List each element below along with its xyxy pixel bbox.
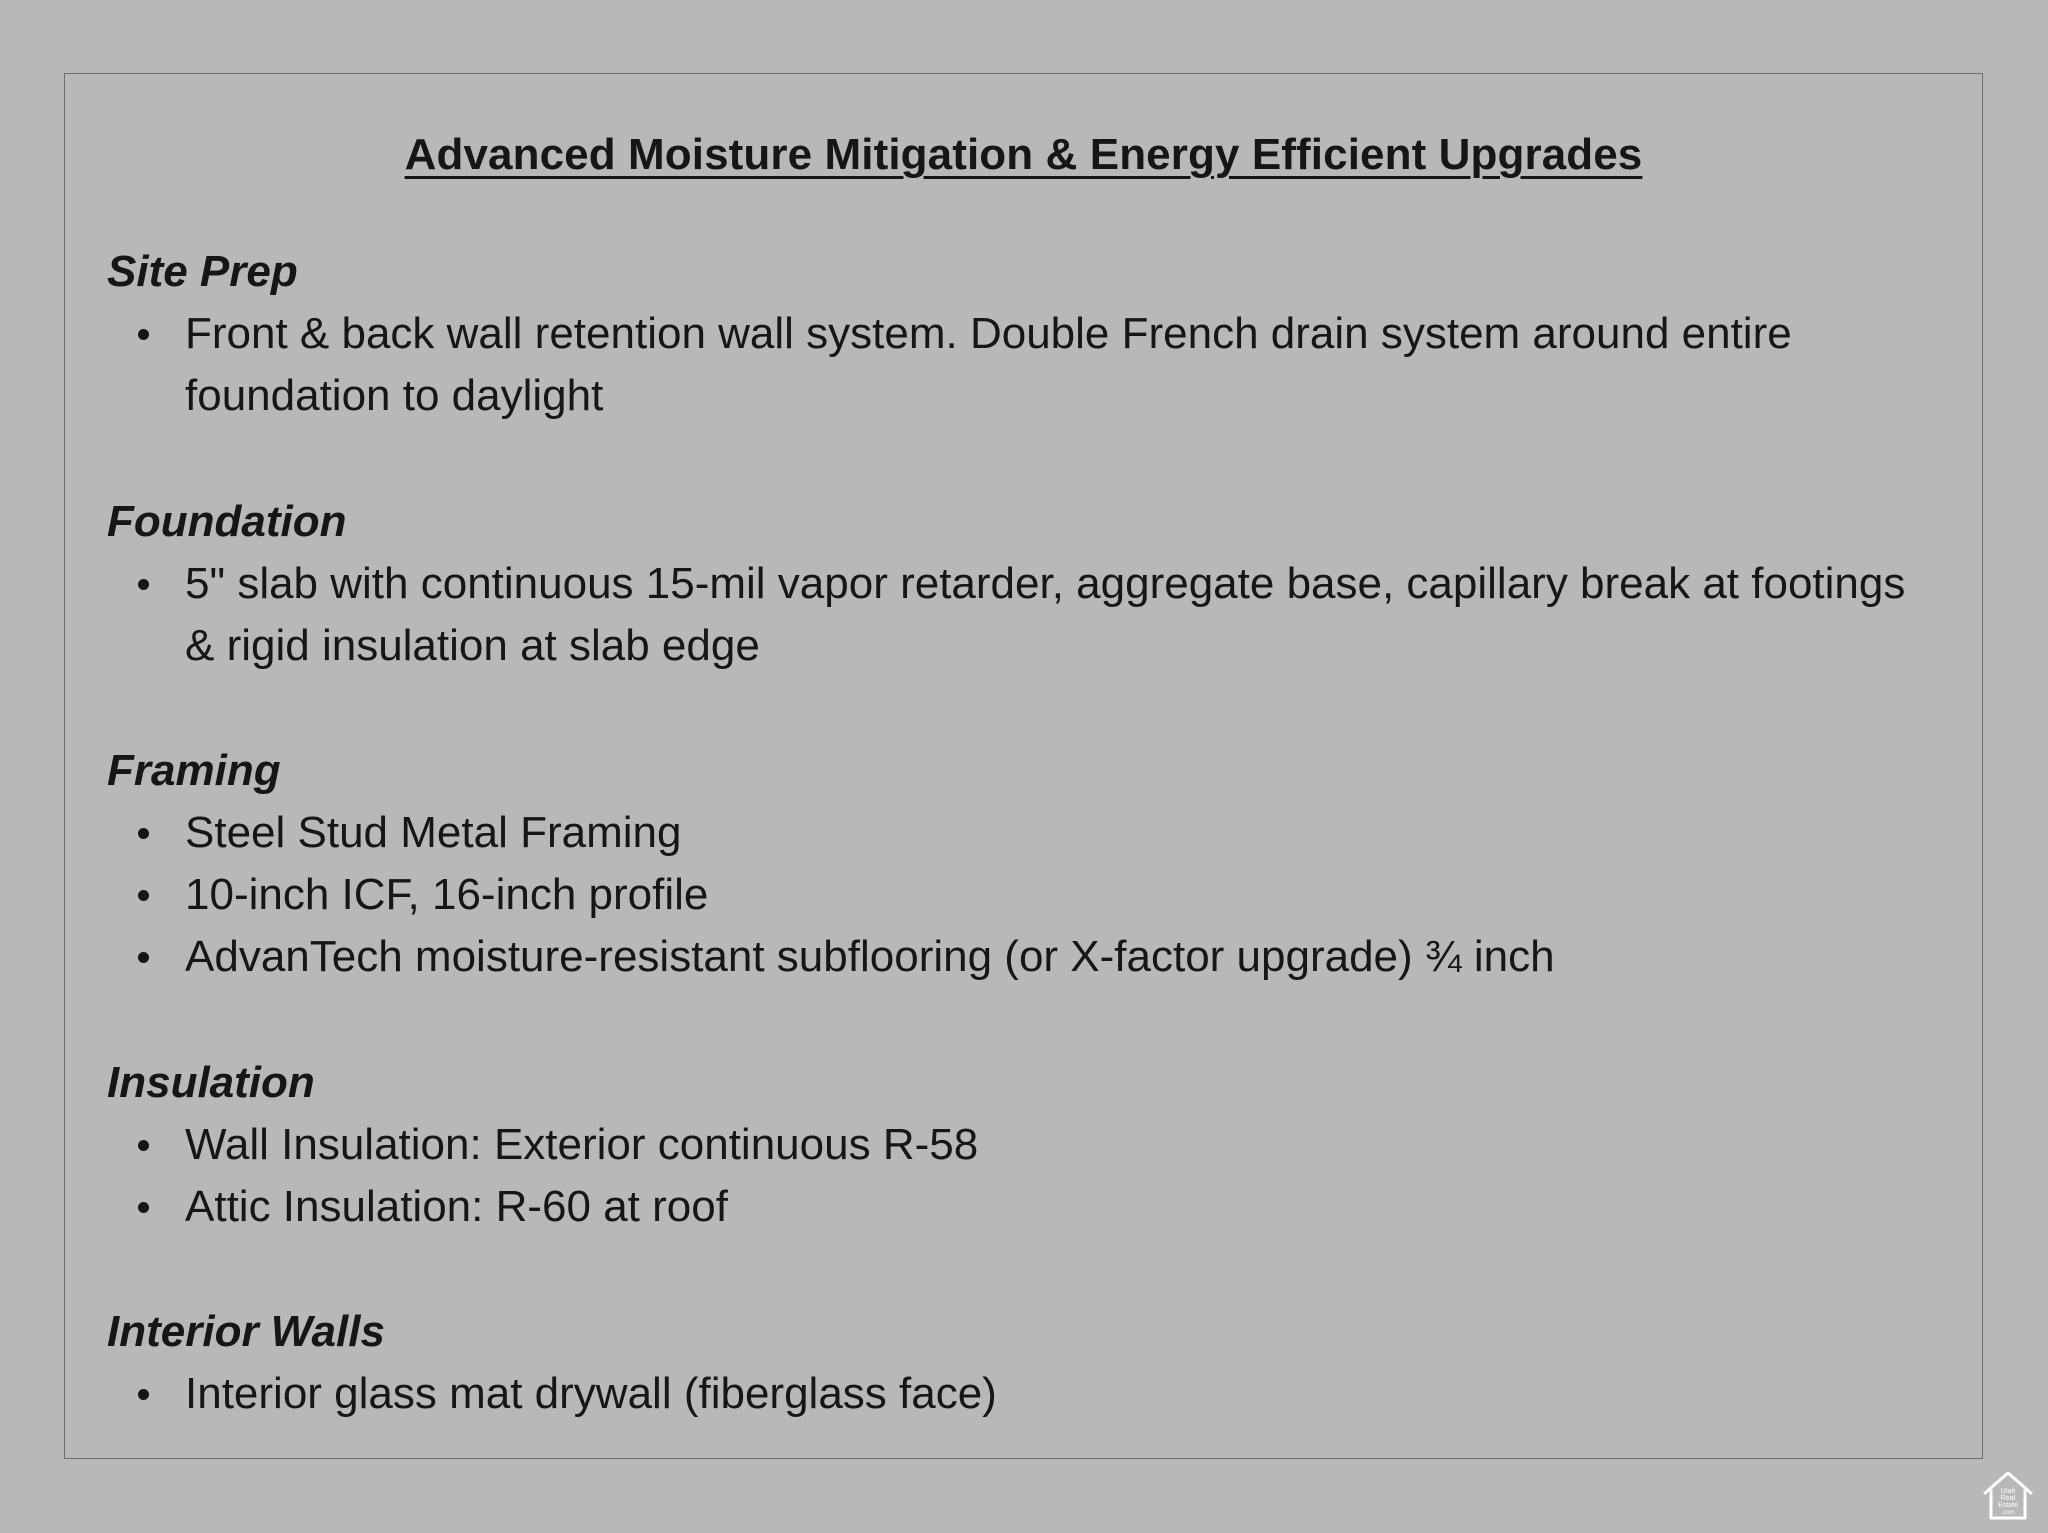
section-insulation <box>107 1052 1922 1238</box>
list-item <box>107 303 1922 427</box>
list-item <box>107 1363 1922 1425</box>
svg-text:Utah: Utah <box>2000 1488 2016 1495</box>
document-card <box>64 73 1983 1459</box>
list-item <box>107 1114 1922 1176</box>
list-item-text: Steel Stud Metal Framing <box>185 808 682 857</box>
section-heading: Framing <box>107 746 281 795</box>
section-framing <box>107 740 1922 988</box>
list-item-text: 5" slab with continuous 15-mil vapor retarder, aggregate base, capillary break at footings & rigid insulation at slab edge <box>185 559 1906 670</box>
list-item-text: AdvanTech moisture-resistant subflooring (or X-factor upgrade) ¾ inch <box>185 932 1555 981</box>
section-heading: Site Prep <box>107 247 298 296</box>
bullet-icon <box>138 1140 149 1151</box>
bullet-icon <box>138 952 149 963</box>
bullet-list <box>107 1114 1922 1238</box>
list-item-text: Front & back wall retention wall system. Double French drain system around entire foundation to daylight <box>185 309 1792 420</box>
bullet-icon <box>138 329 149 340</box>
list-item <box>107 802 1922 864</box>
bullet-list <box>107 1363 1922 1425</box>
list-item-text: Interior glass mat drywall (fiberglass face) <box>185 1369 997 1418</box>
bullet-icon <box>138 579 149 590</box>
list-item-text: 10-inch ICF, 16-inch profile <box>185 870 709 919</box>
bullet-list <box>107 553 1922 677</box>
bullet-icon <box>138 1202 149 1213</box>
section-site-prep <box>107 241 1922 427</box>
section-heading: Interior Walls <box>107 1307 385 1356</box>
list-item-text: Wall Insulation: Exterior continuous R-58 <box>185 1120 979 1169</box>
bullet-list <box>107 303 1922 427</box>
section-interior-walls <box>107 1301 1922 1425</box>
list-item <box>107 926 1922 988</box>
svg-text:.com: .com <box>2001 1510 2015 1516</box>
svg-text:Estate: Estate <box>1998 1502 2018 1509</box>
list-item <box>107 1176 1922 1238</box>
section-heading: Foundation <box>107 497 347 546</box>
house-logo-icon <box>1981 1468 2035 1522</box>
section-heading: Insulation <box>107 1058 315 1107</box>
bullet-icon <box>138 890 149 901</box>
page-title: Advanced Moisture Mitigation & Energy Efficient Upgrades <box>404 130 1643 179</box>
list-item <box>107 864 1922 926</box>
section-foundation <box>107 491 1922 677</box>
bullet-icon <box>138 1389 149 1400</box>
bullet-list <box>107 802 1922 988</box>
svg-text:Real: Real <box>2000 1495 2016 1502</box>
list-item <box>107 553 1922 677</box>
list-item-text: Attic Insulation: R-60 at roof <box>185 1182 728 1231</box>
bullet-icon <box>138 828 149 839</box>
